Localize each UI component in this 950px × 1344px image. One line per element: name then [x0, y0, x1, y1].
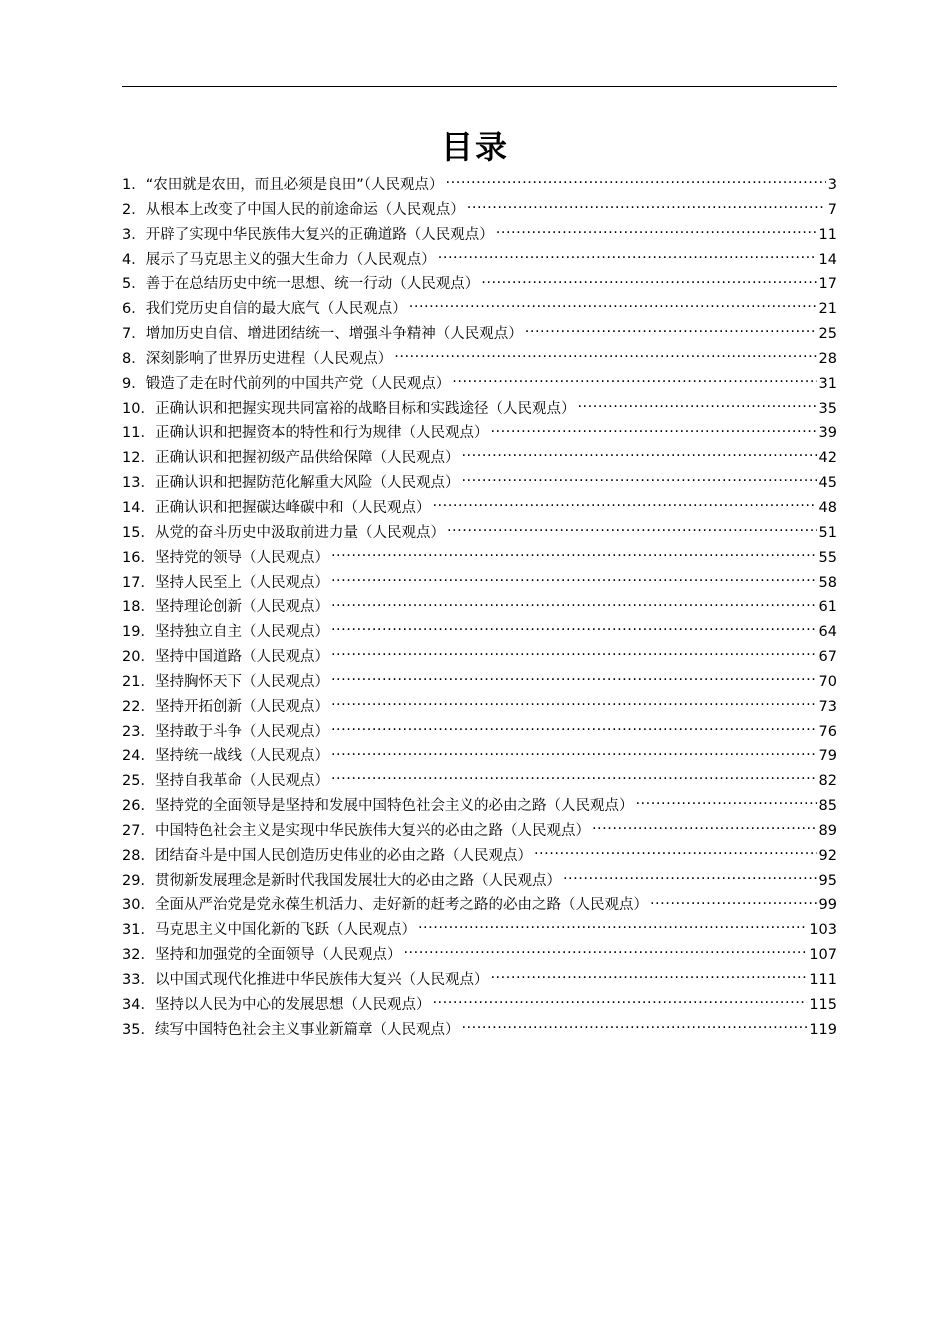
toc-entry-title: 正确认识和把握实现共同富裕的战略目标和实践途径（人民观点） [154, 400, 576, 417]
toc-entry-title: 坚持人民至上（人民观点） [154, 574, 329, 591]
toc-entry-number: 30． [122, 897, 155, 914]
toc-entry-title: 锻造了走在时代前列的中国共产党（人民观点） [145, 375, 451, 392]
toc-entry-page-number: 67 [818, 649, 837, 666]
toc-dot-leader [446, 175, 826, 190]
toc-entry-number: 2． [122, 201, 146, 218]
toc-entry-number: 11． [122, 425, 155, 442]
toc-entry-number: 3． [122, 226, 146, 243]
toc-entry[interactable] [122, 670, 837, 695]
toc-entry-page-number: 85 [818, 798, 837, 815]
toc-entry-number: 29． [122, 872, 155, 889]
toc-entry-page-number: 64 [818, 624, 837, 641]
toc-entry-page-number: 21 [818, 301, 837, 318]
toc-entry[interactable] [122, 720, 837, 745]
toc-entry[interactable] [122, 794, 837, 819]
toc-entry-number: 33． [122, 972, 155, 988]
toc-entry-number: 8． [122, 350, 146, 367]
toc-entry[interactable] [122, 347, 837, 372]
toc-title: 目录 [440, 128, 509, 166]
toc-entry-title: 我们党历史自信的最大底气（人民观点） [145, 301, 407, 318]
toc-entry-number: 22． [122, 698, 155, 715]
toc-dot-leader [409, 299, 817, 314]
toc-entry-number: 12． [122, 450, 155, 467]
toc-entry-number: 23． [122, 723, 155, 740]
toc-entry-page-number: 99 [818, 897, 837, 914]
toc-entry[interactable] [122, 198, 837, 223]
toc-entry-page-number: 11 [818, 226, 837, 243]
toc-entry-page-number: 70 [818, 673, 837, 690]
toc-dot-leader [394, 348, 816, 363]
toc-entry-title: 坚持统一战线（人民观点） [154, 748, 329, 765]
toc-dot-leader [432, 497, 816, 512]
toc-entry[interactable] [122, 223, 837, 248]
toc-entry-number: 35． [122, 1021, 155, 1038]
toc-entry-title: 团结奋斗是中国人民创造历史伟业的必由之路（人民观点） [154, 847, 532, 864]
toc-entry-title: 坚持中国道路（人民观点） [154, 649, 329, 666]
toc-entry-title: 坚持理论创新（人民观点） [154, 599, 329, 616]
toc-entry-page-number: 39 [818, 425, 837, 442]
toc-entry-page-number: 28 [818, 350, 837, 367]
toc-entry-page-number: 17 [818, 276, 837, 293]
toc-entry[interactable] [122, 496, 837, 521]
toc-entry-title: 正确认识和把握防范化解重大风险（人民观点） [154, 475, 460, 492]
toc-entry-page-number: 115 [809, 996, 837, 1013]
toc-dot-leader [447, 522, 817, 537]
toc-entry-page-number: 111 [809, 972, 837, 988]
toc-entry-page-number: 45 [818, 475, 837, 492]
toc-entry[interactable] [122, 893, 837, 918]
toc-entry-title: 马克思主义中国化新的飞跃（人民观点） [154, 922, 416, 939]
toc-entry-title: 坚持开拓创新（人民观点） [154, 698, 329, 715]
toc-entry-title: 贯彻新发展理念是新时代我国发展壮大的必由之路（人民观点） [154, 872, 561, 889]
toc-entry-title: 从党的奋斗历史中汲取前进力量（人民观点） [154, 524, 445, 541]
toc-entry-title: 全面从严治党是党永葆生机活力、走好新的赶考之路的必由之路（人民观点） [154, 897, 648, 914]
toc-entry-number: 16． [122, 549, 155, 566]
toc-dot-leader [418, 920, 807, 935]
toc-entry-title: 正确认识和把握碳达峰碳中和（人民观点） [154, 499, 431, 516]
toc-entry-number: 34． [122, 996, 155, 1013]
toc-entry-number: 10． [122, 400, 155, 417]
toc-entry-page-number: 7 [827, 201, 837, 218]
header-rule [122, 86, 837, 87]
toc-entry-number: 14． [122, 499, 155, 516]
toc-dot-leader [438, 249, 817, 264]
toc-entry-title: 坚持敢于斗争（人民观点） [154, 723, 329, 740]
toc-entry-page-number: 25 [818, 326, 837, 343]
toc-dot-leader [563, 870, 817, 885]
toc-entry-number: 19． [122, 624, 155, 641]
toc-dot-leader [403, 945, 807, 960]
toc-dot-leader [461, 1019, 807, 1034]
toc-dot-leader [490, 423, 816, 438]
toc-entry-page-number: 103 [809, 922, 837, 939]
toc-dot-leader [490, 970, 807, 985]
toc-list [122, 173, 837, 1043]
toc-entry-title: 坚持党的领导（人民观点） [154, 549, 329, 566]
toc-entry-page-number: 3 [827, 177, 837, 193]
toc-entry-page-number: 51 [818, 524, 837, 541]
toc-entry-number: 25． [122, 773, 155, 790]
toc-entry-page-number: 42 [818, 450, 837, 467]
toc-entry-number: 15． [122, 524, 155, 541]
toc-entry-title: 善于在总结历史中统一思想、统一行动（人民观点） [145, 276, 480, 293]
toc-entry[interactable] [122, 968, 837, 993]
toc-entry[interactable] [122, 918, 837, 943]
toc-entry-page-number: 48 [818, 499, 837, 516]
toc-entry-number: 9． [122, 375, 146, 392]
toc-entry[interactable] [122, 620, 837, 645]
toc-entry-number: 1． [122, 177, 146, 193]
toc-dot-leader [635, 796, 816, 811]
toc-entry-page-number: 35 [818, 400, 837, 417]
toc-entry-page-number: 55 [818, 549, 837, 566]
toc-entry-title: “农田就是农田，而且必须是良田”（人民观点） [145, 177, 444, 193]
toc-entry[interactable] [122, 993, 837, 1018]
toc-entry-page-number: 73 [818, 698, 837, 715]
toc-entry-page-number: 107 [809, 947, 837, 964]
toc-entry-page-number: 82 [818, 773, 837, 790]
toc-entry-number: 7． [122, 326, 146, 343]
toc-dot-leader [331, 671, 817, 686]
toc-entry-page-number: 61 [818, 599, 837, 616]
toc-entry[interactable] [122, 248, 837, 273]
toc-entry-number: 24． [122, 748, 155, 765]
toc-dot-leader [331, 597, 817, 612]
toc-entry-title: 坚持自我革命（人民观点） [154, 773, 329, 790]
toc-entry-number: 32． [122, 947, 155, 964]
toc-entry-title: 坚持党的全面领导是坚持和发展中国特色社会主义的必由之路（人民观点） [154, 798, 634, 815]
toc-entry-number: 26． [122, 798, 155, 815]
toc-dot-leader [331, 547, 817, 562]
toc-entry-page-number: 58 [818, 574, 837, 591]
toc-dot-leader [577, 398, 816, 413]
toc-entry[interactable] [122, 943, 837, 968]
toc-entry[interactable] [122, 397, 837, 422]
toc-entry-number: 4． [122, 251, 146, 268]
toc-entry-page-number: 95 [818, 872, 837, 889]
toc-entry-number: 20． [122, 649, 155, 666]
toc-entry-page-number: 79 [818, 748, 837, 765]
toc-entry-title: 开辟了实现中华民族伟大复兴的正确道路（人民观点） [145, 226, 494, 243]
toc-dot-leader [496, 224, 817, 239]
toc-entry-title: 增加历史自信、增进团结统一、增强斗争精神（人民观点） [145, 326, 523, 343]
toc-entry[interactable] [122, 571, 837, 596]
toc-dot-leader [331, 572, 817, 587]
toc-entry[interactable] [122, 372, 837, 397]
toc-entry[interactable] [122, 695, 837, 720]
toc-entry-title: 坚持独立自主（人民观点） [154, 624, 329, 641]
toc-entry[interactable] [122, 844, 837, 869]
toc-entry-number: 31． [122, 922, 155, 939]
toc-entry-number: 18． [122, 599, 155, 616]
toc-dot-leader [650, 895, 817, 910]
toc-dot-leader [534, 845, 817, 860]
toc-entry-page-number: 119 [809, 1021, 837, 1038]
toc-entry[interactable] [122, 421, 837, 446]
toc-entry-number: 27． [122, 822, 155, 839]
toc-dot-leader [331, 647, 817, 662]
toc-entry-number: 6． [122, 301, 146, 318]
toc-dot-leader [525, 324, 817, 339]
toc-entry[interactable] [122, 521, 837, 546]
toc-dot-leader [331, 696, 817, 711]
toc-entry[interactable] [122, 272, 837, 297]
toc-entry-number: 21． [122, 673, 155, 690]
toc-entry[interactable] [122, 1018, 837, 1043]
toc-entry-title: 展示了马克思主义的强大生命力（人民观点） [145, 251, 436, 268]
toc-entry-title: 坚持胸怀天下（人民观点） [154, 673, 329, 690]
toc-entry-title: 以中国式现代化推进中华民族伟大复兴（人民观点） [154, 972, 489, 988]
toc-entry-page-number: 31 [818, 375, 837, 392]
toc-entry[interactable] [122, 322, 837, 347]
toc-entry[interactable] [122, 869, 837, 894]
toc-entry-title: 中国特色社会主义是实现中华民族伟大复兴的必由之路（人民观点） [154, 822, 590, 839]
toc-dot-leader [461, 448, 816, 463]
toc-entry[interactable] [122, 744, 837, 769]
toc-entry-page-number: 92 [818, 847, 837, 864]
toc-entry[interactable] [122, 645, 837, 670]
toc-entry-number: 28． [122, 847, 155, 864]
toc-dot-leader [331, 771, 817, 786]
toc-entry-title: 坚持和加强党的全面领导（人民观点） [154, 947, 402, 964]
toc-entry-page-number: 89 [818, 822, 837, 839]
toc-entry-title: 续写中国特色社会主义事业新篇章（人民观点） [154, 1021, 460, 1038]
toc-dot-leader [461, 473, 816, 488]
toc-dot-leader [331, 746, 817, 761]
toc-entry-title: 坚持以人民为中心的发展思想（人民观点） [154, 996, 431, 1013]
toc-entry[interactable] [122, 173, 837, 198]
toc-entry-number: 5． [122, 276, 146, 293]
toc-entry-title: 正确认识和把握初级产品供给保障（人民观点） [154, 450, 460, 467]
toc-entry[interactable] [122, 471, 837, 496]
toc-dot-leader [452, 373, 816, 388]
toc-entry[interactable] [122, 546, 837, 571]
toc-entry[interactable] [122, 819, 837, 844]
toc-dot-leader [481, 274, 816, 289]
toc-dot-leader [331, 721, 817, 736]
toc-entry[interactable] [122, 595, 837, 620]
toc-entry-title: 深刻影响了世界历史进程（人民观点） [145, 350, 393, 367]
toc-dot-leader [467, 199, 826, 214]
toc-entry[interactable] [122, 446, 837, 471]
toc-entry-number: 17． [122, 574, 155, 591]
toc-entry[interactable] [122, 769, 837, 794]
toc-entry[interactable] [122, 297, 837, 322]
toc-dot-leader [432, 994, 807, 1009]
toc-dot-leader [331, 622, 817, 637]
toc-entry-page-number: 76 [818, 723, 837, 740]
toc-entry-title: 正确认识和把握资本的特性和行为规律（人民观点） [154, 425, 489, 442]
toc-dot-leader [592, 820, 817, 835]
toc-entry-number: 13． [122, 475, 155, 492]
toc-entry-title: 从根本上改变了中国人民的前途命运（人民观点） [145, 201, 465, 218]
toc-entry-page-number: 14 [818, 251, 837, 268]
